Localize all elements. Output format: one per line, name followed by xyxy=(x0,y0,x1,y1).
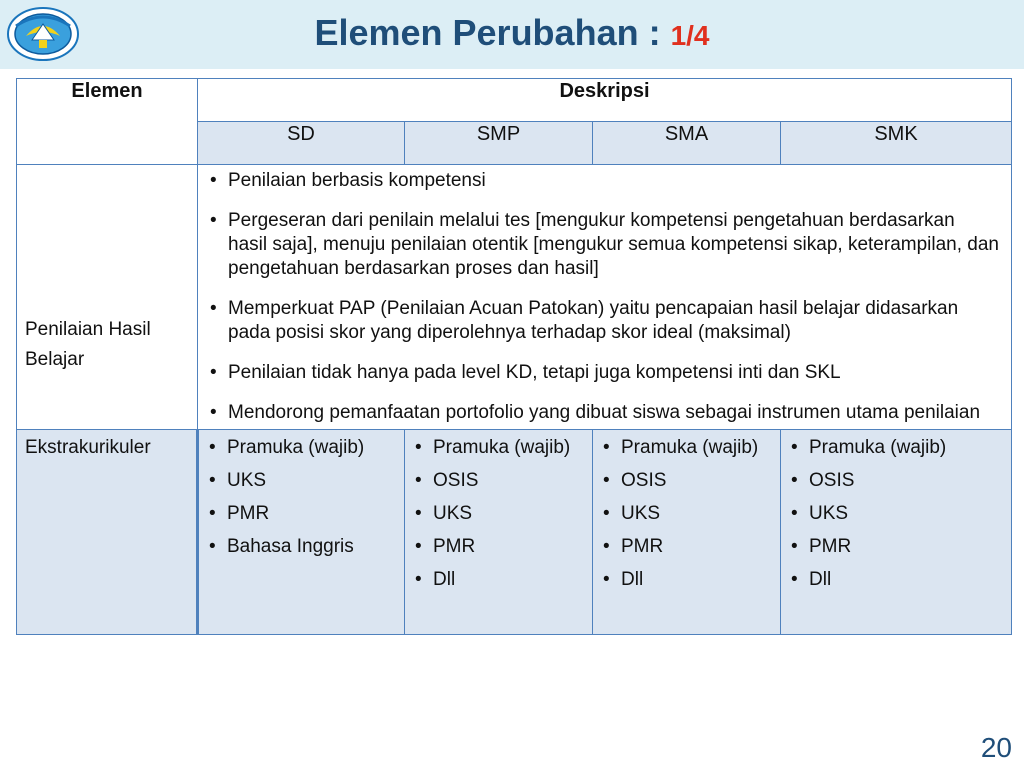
header-bar xyxy=(0,0,1024,72)
ekstra-smp-cell xyxy=(405,430,593,635)
list-item: • Dll xyxy=(789,568,1003,592)
comparison-table xyxy=(16,78,1012,635)
level-header-smp: SMP xyxy=(405,122,593,165)
list-item: • Bahasa Inggris xyxy=(207,535,396,559)
ekstra-sd-cell xyxy=(198,430,405,635)
list-item: • PMR xyxy=(207,502,396,526)
title-fraction: 1/4 xyxy=(670,20,710,51)
level-header-smk: SMK xyxy=(781,122,1012,165)
ekstra-sma-cell xyxy=(593,430,781,635)
penilaian-description xyxy=(198,165,1012,430)
list-item: • Memperkuat PAP (Penilaian Acuan Patokan) yaitu pencapaian hasil belajar didasarkan pada posisi skor yang diperolehnya terhadap skor ideal (maksimal) xyxy=(208,297,999,345)
list-item: • Pergeseran dari penilain melalui tes [mengukur kompetensi pengetahuan berdasarkan hasil saja], menuju penilaian otentik [mengukur semua kompetensi sikap, keterampilan, dan pengetahuan berdasarkan proses dan hasil] xyxy=(208,209,999,281)
ekstra-smk-cell xyxy=(781,430,1012,635)
ekstra-sd-list xyxy=(207,436,396,559)
ekstra-smp-list xyxy=(413,436,584,592)
list-item: • Pramuka (wajib) xyxy=(789,436,1003,460)
level-header-sma: SMA xyxy=(593,122,781,165)
ekstrakurikuler-row xyxy=(17,430,1012,635)
list-item: • PMR xyxy=(601,535,772,559)
deskripsi-header: Deskripsi xyxy=(198,79,1012,122)
list-item: • UKS xyxy=(207,469,396,493)
list-item: • UKS xyxy=(601,502,772,526)
list-item: • OSIS xyxy=(601,469,772,493)
page-title xyxy=(0,12,1024,54)
ekstra-smk-list xyxy=(789,436,1003,592)
list-item: • PMR xyxy=(413,535,584,559)
list-item: • Dll xyxy=(601,568,772,592)
page-number: 20 xyxy=(980,732,1012,763)
list-item: • Mendorong pemanfaatan portofolio yang dibuat siswa sebagai instrumen utama penilaian xyxy=(208,401,999,425)
list-item: • Pramuka (wajib) xyxy=(413,436,584,460)
title-text: Elemen Perubahan : xyxy=(314,12,671,53)
list-item: • Pramuka (wajib) xyxy=(601,436,772,460)
penilaian-row xyxy=(17,165,1012,430)
list-item: • UKS xyxy=(413,502,584,526)
level-header-sd: SD xyxy=(198,122,405,165)
list-item: • PMR xyxy=(789,535,1003,559)
list-item: • Penilaian tidak hanya pada level KD, tetapi juga kompetensi inti dan SKL xyxy=(208,361,999,385)
elemen-header: Elemen xyxy=(17,79,198,165)
list-item: • Pramuka (wajib) xyxy=(207,436,396,460)
list-item: • OSIS xyxy=(789,469,1003,493)
list-item: • OSIS xyxy=(413,469,584,493)
list-item: • UKS xyxy=(789,502,1003,526)
ekstra-sma-list xyxy=(601,436,772,592)
row-label-penilaian: Penilaian Hasil Belajar xyxy=(17,165,198,430)
row-label-ekstrakurikuler: Ekstrakurikuler xyxy=(17,430,198,635)
list-item: • Penilaian berbasis kompetensi xyxy=(208,169,999,193)
header-row xyxy=(17,79,1012,122)
penilaian-list xyxy=(208,169,999,425)
list-item: • Dll xyxy=(413,568,584,592)
